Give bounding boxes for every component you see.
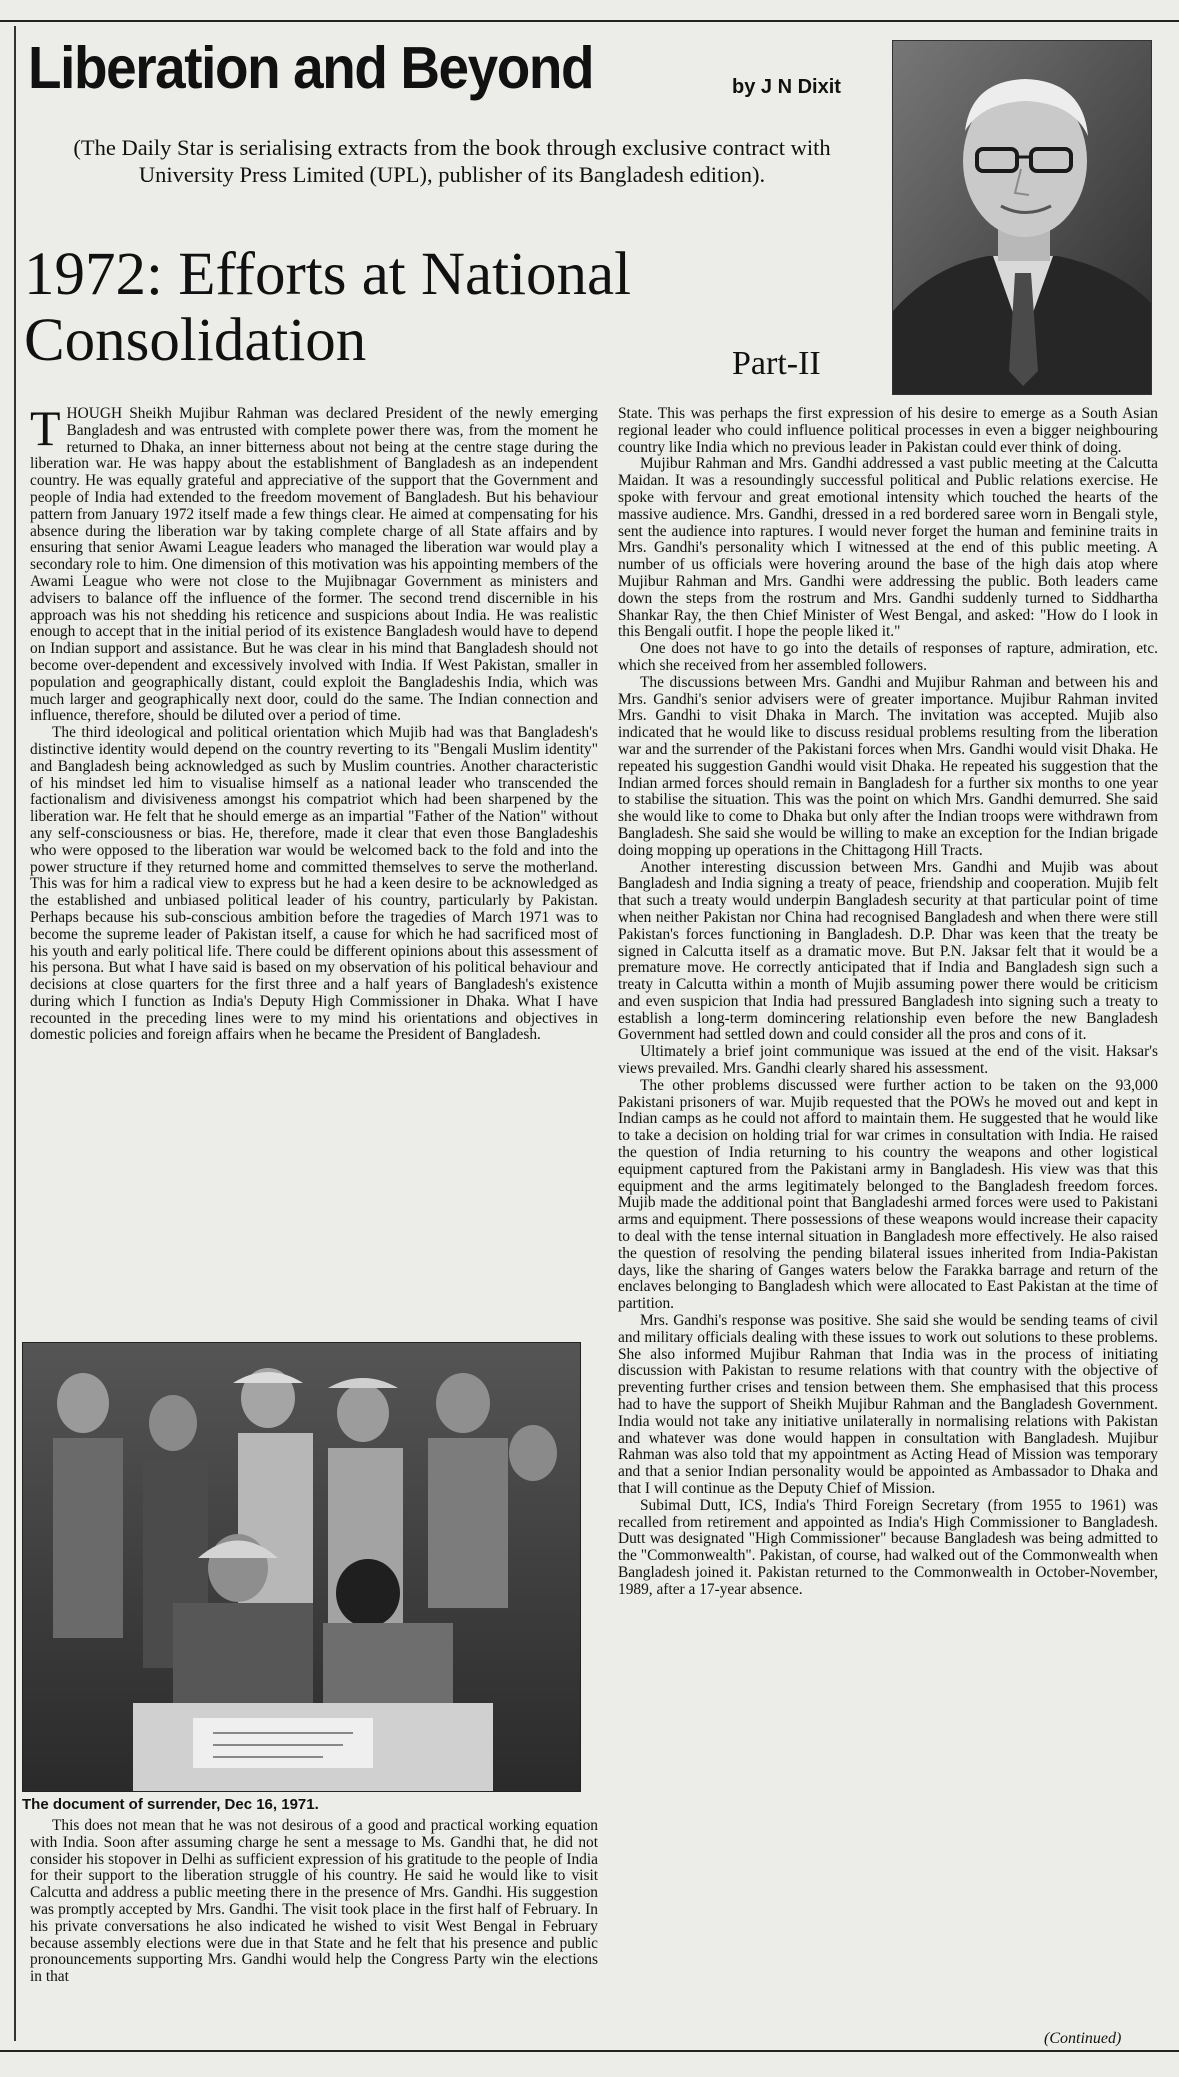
paragraph-text: HOUGH Sheikh Mujibur Rahman was declared President of the newly emerging Bangladesh and was entrusted with complete power there was, from the moment he returned to Dhaka, an inner bitterness about not being at the centre stage during the liberation war. He was happy about the establishment of Bangladesh as an independent country. He was equally grateful and appreciative of the support that the Government and people of India had extended to the freedom movement of Bangladesh. But his behaviour pattern from January 1972 itself made a few things clear. He aimed at compensating for his absence during the liberation war by taking complete charge of all State affairs and by ensuring that senior Awami League leaders who managed the liberation war would play a secondary role to him. One dimension of this motivation was his appointing members of the Awami League who were not close to the Mujibnagar Government as ministers and advisers to balance off the influence of the former. The second trend discernible in his approach was his not shedding his reticence and suspicions about India. He was realistic enough to accept that in the initial period of its existence Bangladesh would have to depend on Indian support and assistance. But he was clear in his mind that Bangladesh should not become over-dependent and excessively involved with India. If West Pakistan, smaller in population and geographically distant, could exploit the Bangladeshis India, which was much larger and geographically next door, could do the same. The Indian connection and influence, therefore, should be diluted over a period of time.: [30, 406, 598, 725]
article-title: 1972: Efforts at National Consolidation: [24, 241, 632, 374]
top-rule: [0, 20, 1179, 22]
portrait-illustration: [893, 41, 1151, 394]
bottom-rule: [0, 2050, 1179, 2052]
surrender-photo-illustration: [23, 1343, 580, 1791]
paragraph: This does not mean that he was not desirous of a good and practical working equation with India. Soon after assuming charge he sent a message to Ms. Gandhi that, he did not consider his stopover in Delhi as sufficient expression of his gratitude to the people of India for their support to the liberation struggle of his country. He said he would like to visit Calcutta and address a public meeting there in the presence of Mrs. Gandhi. His suggestion was promptly accepted by Mrs. Gandhi. The visit took place in the first half of February. In his private conversations he also indicated he wished to visit West Bengal in February because assembly elections were due in that State and he felt that his presence and public pronouncements supporting Mrs. Gandhi would help the Congress Party win the elections in that: [30, 1818, 598, 1986]
part-label: Part-II: [732, 345, 821, 382]
column-left-top: [30, 406, 598, 1332]
paragraph: The third ideological and political orientation which Mujib had was that Bangladesh's distinctive identity would depend on the country reverting to its "Bengali Muslim identity" and Bangladesh being acknowledged as such by Muslim countries. Another characteristic of his mindset led him to visualise himself as a national leader who transcended the factionalism and divisiveness amongst his compatriot which had been sharpened by the liberation war. He felt that he should emerge as an impartial "Father of the Nation" without any self-consciousness or bias. He, therefore, made it clear that even those Bangladeshis who were opposed to the liberation war would be welcomed back to the fold and into the power structure if they returned home and committed themselves to serve the motherland. This was for him a radical view to express but he had a keen desire to be acknowledged as the established and unbiased political leader of his country, particularly by Pakistan. Perhaps because his sub-conscious ambition before the tragedies of March 1971 was to become the supreme leader of Pakistan itself, a cause for which he had sacrificed most of his youth and early political life. There could be different opinions about this assessment of his persona. But what I have said is based on my observation of his political behaviour and decisions at close quarters for the first three and a half years of Bangladesh's existence during which I function as India's Deputy High Commissioner in Dhaka. What I have recounted in the preceding lines were to my mind his orientations and objectives in domestic policies and foreign affairs when he became the President of Bangladesh.: [30, 724, 598, 1044]
dropcap-letter: T: [30, 406, 61, 456]
paragraph: Mujibur Rahman and Mrs. Gandhi addressed a vast public meeting at the Calcutta Maidan. It was a resoundingly successful political and Public relations exercise. He spoke with fervour and great emotional intensity which touched the hearts of the massive audience. Mrs. Gandhi, dressed in a red bordered saree worn in Bengali style, sent the audience into raptures. I would never forget the human and feminine traits in Mrs. Gandhi's personality which I witnessed at the end of this public meeting. A number of us officials were hovering around the base of the high dais atop where Mujibur Rahman and Mrs. Gandhi were addressing the public. Both leaders came down the steps from the rostrum and Mrs. Gandhi suddenly turned to Siddhartha Shankar Ray, the then Chief Minister of West Bengal, and asked: "How do I look in this Bengali outfit. I hope the people liked it.": [618, 455, 1158, 641]
paragraph: One does not have to go into the details of responses of rapture, admiration, etc. which she received from her assembled followers.: [618, 640, 1158, 674]
headline: Liberation and Beyond: [28, 35, 594, 101]
intro-note: (The Daily Star is serialising extracts from the book through exclusive contract with University Press Limited (UPL), publisher of its Bangladesh edition).: [73, 135, 831, 187]
paragraph: Ultimately a brief joint communique was issued at the end of the visit. Haksar's views prevailed. Mrs. Gandhi clearly shared his assessment.: [618, 1043, 1158, 1078]
paragraph: [30, 406, 598, 725]
paragraph: Mrs. Gandhi's response was positive. She said she would be sending teams of civil and military officials dealing with these issues to work out solutions to these problems. She also informed Mujibur Rahman that India was in the process of initiating discussion with Pakistan to resume relations with that country with the objective of preventing further crises and tension between them. She emphasised that this process had to have the support of Sheikh Mujibur Rahman and the Bangladesh Government. India would not take any initiative unilaterally in normalising relations with Pakistan and whatever was done would happen in consultation with Bangladesh. Mujibur Rahman was also told that my appointment as Acting Head of Mission was temporary and that a senior Indian personality would be appointed as Ambassador to Dhaka and that I will continue as the Deputy Chief of Mission.: [618, 1312, 1158, 1497]
paragraph: The discussions between Mrs. Gandhi and Mujibur Rahman and between his and Mrs. Gandhi's senior advisers were of greater importance. Mujibur Rahman invited Mrs. Gandhi to visit Dhaka in March. The invitation was accepted. Mujib also indicated that he would like to discuss residual problems resulting from the liberation war and the surrender of the Pakistani forces when Mrs. Gandhi would visit Dhaka. He repeated his suggestion Gandhi would visit Dhaka. He repeated his suggestion that the Indian armed forces should remain in Bangladesh for a further six months to one year to stabilise the situation. This was the point on which Mrs. Gandhi demurred. She said she would like to come to Dhaka but only after the Indian troops were withdrawn from Bangladesh. She said she would be willing to make an exception for the Indian brigade doing mopping up operations in the Chittagong Hill Tracts.: [618, 673, 1158, 859]
left-rule: [14, 26, 16, 2041]
paragraph: The other problems discussed were further action to be taken on the 93,000 Pakistani prisoners of war. Mujib requested that the POWs he moved out and kept in Indian camps as he could not afford to maintain them. He suggested that he would like to take a decision on holding trial for war crimes in consultation with India. He raised the question of India returning to his country the weapons and other logistical equipment captured from the Pakistani army in Bangladesh. His view was that this equipment and the arms legitimately belonged to the Bangladesh freedom forces. Mujib made the additional point that Bangladeshi armed forces were used to Pakistani arms and equipment. There possessions of these weapons would increase their capacity to deal with the tense internal situation in Bangladesh more effectively. He also raised the question of resolving the pending bilateral issues inherited from India-Pakistan days, like the sharing of Ganges waters below the Farakka barrage and return of the enclaves belonging to Bangladesh which were allocated to East Pakistan at the time of partition.: [618, 1076, 1158, 1313]
author-portrait-photo: [892, 40, 1152, 395]
paragraph: State. This was perhaps the first expression of his desire to emerge as a South Asian regional leader who could influence political processes in even a bigger neighbouring country like India which no previous leader in Pakistan could ever think of doing.: [618, 406, 1158, 456]
continued-label: (Continued): [1044, 2030, 1122, 2047]
column-left-bottom: [30, 1818, 598, 2044]
photo-caption: The document of surrender, Dec 16, 1971.: [22, 1796, 319, 1813]
byline: by J N Dixit: [732, 76, 841, 98]
paragraph: Another interesting discussion between Mrs. Gandhi and Mujib was about Bangladesh and India signing a treaty of peace, friendship and cooperation. Mujib felt that such a treaty would underpin Bangladesh security at that particular point of time when neither Pakistan nor China had recognised Bangladesh and when there were still Pakistan's forces functioning in Bangladesh. D.P. Dhar was keen that the treaty be signed in Calcutta itself as a dramatic move. But P.N. Jaksar felt that it would be a premature move. He correctly anticipated that if India and Bangladesh sign such a treaty in Calcutta within a month of Mujib assuming power there would be criticism and even suspicion that India had pressured Bangladesh into signing such a treaty to establish a long-term domincering relationship even before the new Bangladesh Government had settled down and could consider all the pros and cons of it.: [618, 858, 1158, 1044]
column-right: [618, 406, 1158, 2026]
paragraph: Subimal Dutt, ICS, India's Third Foreign Secretary (from 1955 to 1961) was recalled from retirement and appointed as India's High Commissioner to Bangladesh. Dutt was designated "High Commissioner" because Bangladesh was being admitted to the "Commonwealth". Pakistan, of course, had walked out of the Commonwealth when Bangladesh joined it. Pakistan returned to the Commonwealth in October-November, 1989, after a 17-year absence.: [618, 1496, 1158, 1598]
surrender-photo: [22, 1342, 581, 1792]
